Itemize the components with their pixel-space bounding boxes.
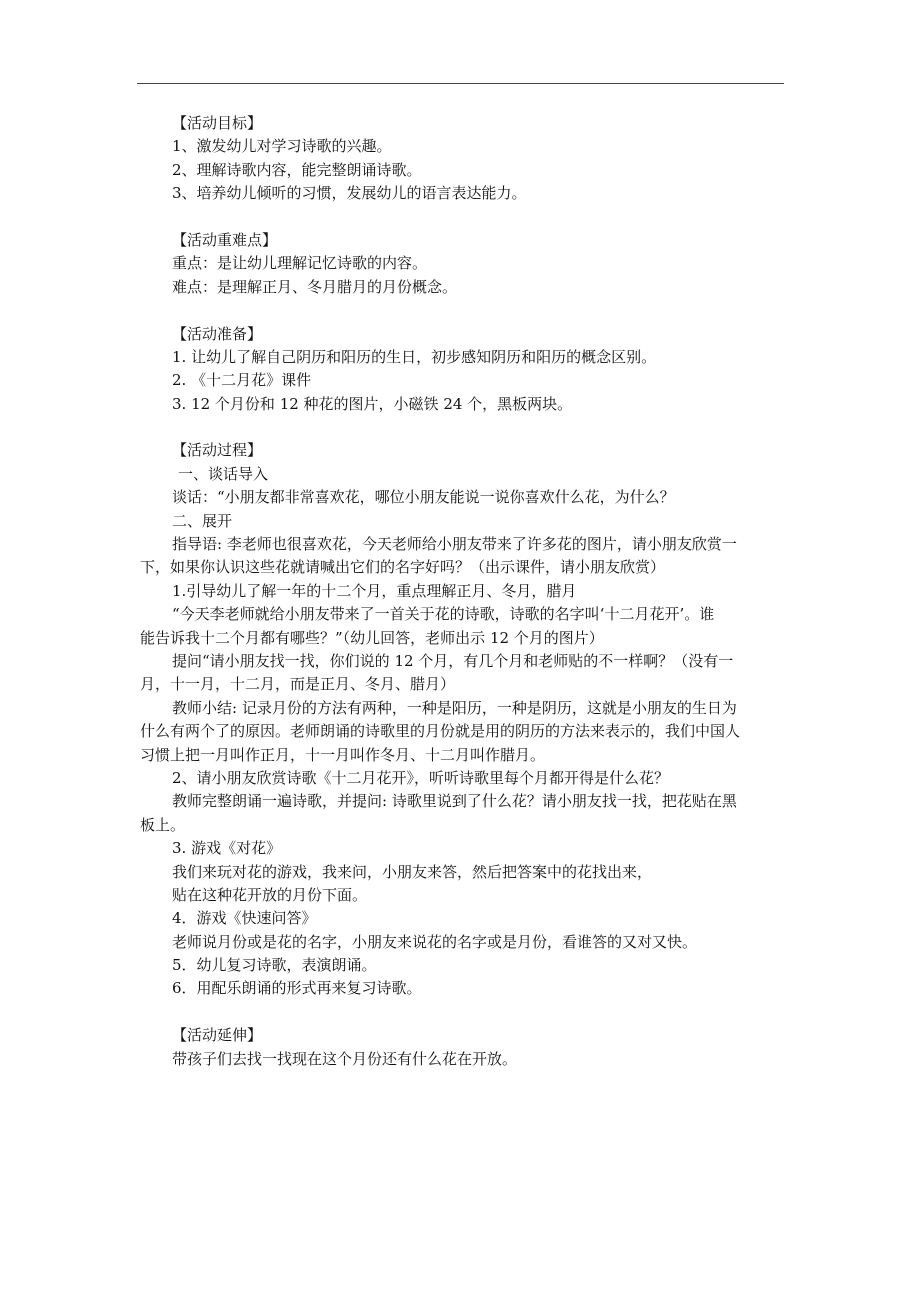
summary-line-3: 习惯上把一月叫作正月，十一月叫作冬月、十二月叫作腊月。: [140, 745, 546, 764]
process-part2-title: 二、展开: [172, 511, 233, 530]
goal-item: 3、培养幼儿倾听的习惯，发展幼儿的语言表达能力。: [172, 184, 527, 203]
preparation-item: 1. 让幼儿了解自己阴历和阳历的生日，初步感知阴历和阳历的概念区别。: [172, 347, 657, 366]
preparation-item: 3. 12 个月份和 12 种花的图片，小磁铁 24 个，黑板两块。: [172, 394, 573, 413]
extension-text: 带孩子们去找一找现在这个月份还有什么花在开放。: [172, 1049, 518, 1068]
guide-line-2: 下，如果你认识这些花就请喊出它们的名字好吗？（出示课件，请小朋友欣赏）: [140, 558, 666, 577]
process-part1-text: 谈话：“小朋友都非常喜欢花，哪位小朋友能说一说你喜欢什么花，为什么？: [172, 488, 675, 507]
step3-text-line-1: 我们来玩对花的游戏，我来问，小朋友来答，然后把答案中的花找出来，: [172, 862, 653, 881]
process-part1-title: 一、谈话导入: [178, 464, 269, 483]
preparation-heading: 【活动准备】: [172, 324, 263, 343]
step2-title: 2、请小朋友欣赏诗歌《十二月花开》，听听诗歌里每个月都开得是什么花？: [172, 768, 670, 787]
step1-title: 1.引导幼儿了解一年的十二个月，重点理解正月、冬月，腊月: [172, 581, 577, 600]
goal-item: 2、理解诗歌内容，能完整朗诵诗歌。: [172, 160, 422, 179]
keypoint-item: 难点：是理解正月、冬月腊月的月份概念。: [172, 277, 458, 296]
spacer: [172, 299, 784, 322]
step4-text: 老师说月份或是花的名字，小朋友来说花的名字或是月份，看谁答的又对又快。: [172, 932, 698, 951]
keypoint-item: 重点：是让幼儿理解记忆诗歌的内容。: [172, 254, 428, 273]
step6-title: 6．用配乐朗诵的形式再来复习诗歌。: [172, 979, 422, 998]
extension-heading: 【活动延伸】: [172, 1026, 263, 1045]
preparation-item: 2. 《十二月花》课件: [172, 371, 312, 390]
guide-line-1: 指导语: 李老师也很喜欢花，今天老师给小朋友带来了许多花的图片，请小朋友欣赏一: [172, 535, 737, 554]
summary-line-2: 什么有两个了的原因。老师朗诵的诗歌里的月份就是用的阴历的方法来表示的，我们中国人: [140, 722, 741, 741]
header-rule: [137, 83, 784, 84]
step3-title: 3. 游戏《对花》: [172, 839, 282, 858]
step3-text-line-2: 贴在这种花开放的月份下面。: [172, 885, 368, 904]
step4-title: 4．游戏《快速问答》: [172, 909, 317, 928]
step2-text-line-2: 板上。: [140, 815, 186, 834]
spacer: [172, 1001, 784, 1024]
step5-title: 5．幼儿复习诗歌，表演朗诵。: [172, 956, 377, 975]
summary-line-1: 教师小结: 记录月份的方法有两种，一种是阳历，一种是阴历，这就是小朋友的生日为: [172, 698, 737, 717]
goals-heading: 【活动目标】: [172, 114, 263, 132]
step1-quote-line-2: 能告诉我十二个月都有哪些？”（幼儿回答，老师出示 12 个月的图片）: [140, 628, 604, 647]
goal-item: 1、激发幼儿对学习诗歌的兴趣。: [172, 137, 392, 156]
step2-text-line-1: 教师完整朗诵一遍诗歌，并提问: 诗歌里说到了什么花？请小朋友找一找，把花贴在黑: [172, 792, 737, 811]
spacer: [172, 206, 784, 229]
document-body: [140, 112, 784, 1071]
keypoints-heading: 【活动重难点】: [172, 230, 278, 249]
spacer: [172, 416, 784, 439]
step1-quote-line-1: “今天李老师就给小朋友带来了一首关于花的诗歌，诗歌的名字叫‘十二月花开’。谁: [172, 605, 715, 624]
step1-ask-line-1: 提问“请小朋友找一找，你们说的 12 个月，有几个月和老师贴的不一样啊？（没有一: [172, 651, 734, 670]
step1-ask-line-2: 月，十一月，十二月，而是正月、冬月、腊月）: [140, 675, 456, 694]
process-heading: 【活动过程】: [172, 441, 263, 460]
